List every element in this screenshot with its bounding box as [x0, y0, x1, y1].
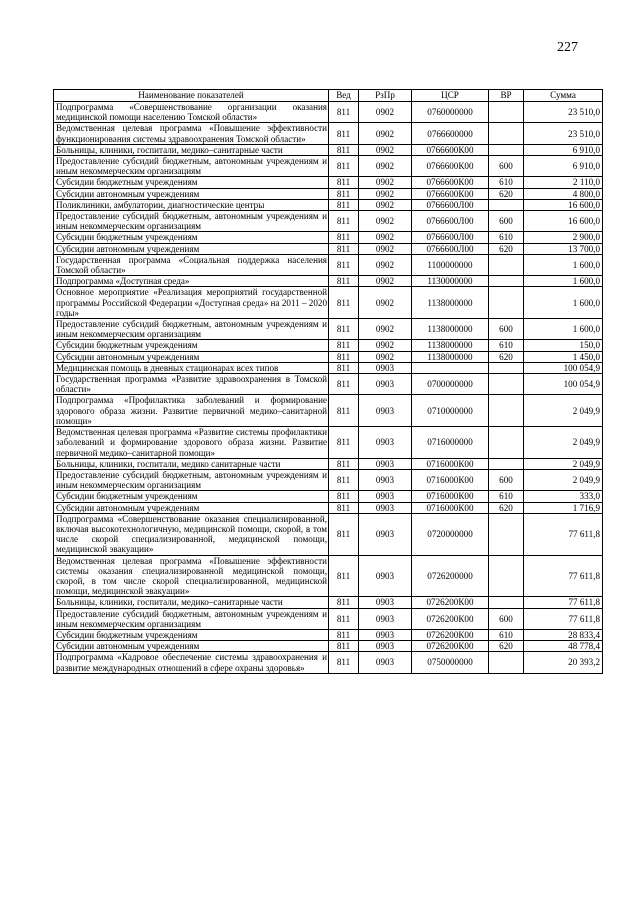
- cell-vr: [489, 102, 524, 123]
- cell-ved: 811: [329, 629, 359, 640]
- cell-vr: 610: [489, 340, 524, 351]
- table-row: [54, 156, 603, 177]
- cell-sum: 2 049,9: [524, 469, 603, 490]
- table-row: [54, 458, 603, 469]
- cell-vr: [489, 374, 524, 395]
- cell-rzpr: 0902: [359, 340, 412, 351]
- cell-name: Основное мероприятие «Реализация мероприятий государственной программы Российской Федерации «Доступная среда» на 2011 – 2020 годы»: [54, 287, 329, 319]
- cell-sum: 23 510,0: [524, 123, 603, 144]
- table-header-row: [54, 90, 603, 102]
- cell-ved: 811: [329, 188, 359, 199]
- cell-rzpr: 0902: [359, 254, 412, 275]
- cell-sum: 1 450,0: [524, 351, 603, 362]
- cell-ved: 811: [329, 232, 359, 243]
- cell-ved: 811: [329, 102, 359, 123]
- table-row: [54, 513, 603, 555]
- cell-vr: [489, 652, 524, 673]
- table-row: [54, 319, 603, 340]
- cell-vr: 600: [489, 319, 524, 340]
- cell-ved: 811: [329, 608, 359, 629]
- cell-sum: 77 611,8: [524, 608, 603, 629]
- cell-ved: 811: [329, 156, 359, 177]
- cell-name: Ведомственная целевая программа «Повышение эффективности функционирования системы здравоохранения Томской области»: [54, 123, 329, 144]
- cell-sum: 2 049,9: [524, 458, 603, 469]
- cell-name: Предоставление субсидий бюджетным, автономным учреждениям и иным некоммерческим организациям: [54, 469, 329, 490]
- cell-sum: 100 054,9: [524, 362, 603, 373]
- cell-csr: 0766600Л00: [412, 232, 489, 243]
- cell-name: Субсидии автономным учреждениям: [54, 351, 329, 362]
- cell-rzpr: 0902: [359, 177, 412, 188]
- cell-rzpr: 0902: [359, 232, 412, 243]
- cell-vr: 620: [489, 641, 524, 652]
- cell-csr: 1138000000: [412, 340, 489, 351]
- cell-ved: 811: [329, 374, 359, 395]
- cell-csr: 1138000000: [412, 319, 489, 340]
- cell-sum: 23 510,0: [524, 102, 603, 123]
- table-row: [54, 144, 603, 155]
- table-row: [54, 188, 603, 199]
- cell-ved: 811: [329, 513, 359, 555]
- cell-ved: 811: [329, 199, 359, 210]
- cell-rzpr: 0902: [359, 351, 412, 362]
- cell-csr: 0760000000: [412, 102, 489, 123]
- cell-ved: 811: [329, 458, 359, 469]
- table-row: [54, 629, 603, 640]
- cell-rzpr: 0902: [359, 156, 412, 177]
- cell-name: Субсидии автономным учреждениям: [54, 188, 329, 199]
- cell-ved: 811: [329, 319, 359, 340]
- cell-ved: 811: [329, 502, 359, 513]
- header-sum: Сумма: [524, 90, 603, 102]
- table-row: [54, 427, 603, 459]
- table-row: [54, 340, 603, 351]
- table-row: [54, 276, 603, 287]
- cell-ved: 811: [329, 177, 359, 188]
- cell-name: Ведомственная целевая программа «Повышение эффективности системы оказания специализированной медицинской помощи, скорой, в том числе скорой специализированной, медицинской помощи, медицинской эвакуации»: [54, 555, 329, 597]
- cell-name: Поликлиники, амбулатории, диагностические центры: [54, 199, 329, 210]
- cell-sum: 4 800,0: [524, 188, 603, 199]
- cell-rzpr: 0903: [359, 362, 412, 373]
- cell-csr: 0726200К00: [412, 629, 489, 640]
- header-vr: ВР: [489, 90, 524, 102]
- cell-sum: 20 393,2: [524, 652, 603, 673]
- cell-rzpr: 0903: [359, 469, 412, 490]
- table-row: [54, 395, 603, 427]
- cell-vr: [489, 555, 524, 597]
- cell-ved: 811: [329, 469, 359, 490]
- cell-ved: 811: [329, 254, 359, 275]
- cell-rzpr: 0903: [359, 597, 412, 608]
- cell-sum: 6 910,0: [524, 144, 603, 155]
- cell-ved: 811: [329, 243, 359, 254]
- cell-rzpr: 0903: [359, 374, 412, 395]
- cell-rzpr: 0903: [359, 491, 412, 502]
- cell-vr: [489, 144, 524, 155]
- cell-sum: 48 778,4: [524, 641, 603, 652]
- cell-vr: 610: [489, 629, 524, 640]
- cell-ved: 811: [329, 123, 359, 144]
- cell-sum: 13 700,0: [524, 243, 603, 254]
- cell-name: Подпрограмма «Профилактика заболеваний и формирование здорового образа жизни. Развитие первичной медико–санитарной помощи»: [54, 395, 329, 427]
- table-row: [54, 177, 603, 188]
- cell-name: Субсидии бюджетным учреждениям: [54, 340, 329, 351]
- cell-sum: 2 110,0: [524, 177, 603, 188]
- cell-name: Субсидии бюджетным учреждениям: [54, 177, 329, 188]
- cell-rzpr: 0902: [359, 144, 412, 155]
- cell-csr: 0716000К00: [412, 491, 489, 502]
- table-row: [54, 123, 603, 144]
- cell-csr: 1138000000: [412, 287, 489, 319]
- cell-sum: 28 833,4: [524, 629, 603, 640]
- cell-name: Субсидии бюджетным учреждениям: [54, 232, 329, 243]
- cell-name: Субсидии автономным учреждениям: [54, 641, 329, 652]
- table-row: [54, 502, 603, 513]
- cell-name: Медицинская помощь в дневных стационарах всех типов: [54, 362, 329, 373]
- cell-sum: 77 611,8: [524, 555, 603, 597]
- cell-csr: 0716000К00: [412, 502, 489, 513]
- cell-ved: 811: [329, 276, 359, 287]
- cell-vr: 620: [489, 351, 524, 362]
- cell-rzpr: 0903: [359, 502, 412, 513]
- header-csr: ЦСР: [412, 90, 489, 102]
- cell-rzpr: 0902: [359, 287, 412, 319]
- table-row: [54, 597, 603, 608]
- table-row: [54, 491, 603, 502]
- cell-name: Предоставление субсидий бюджетным, автономным учреждениям и иным некоммерческим организациям: [54, 608, 329, 629]
- cell-sum: 2 049,9: [524, 427, 603, 459]
- cell-csr: 0766600К00: [412, 156, 489, 177]
- cell-vr: [489, 254, 524, 275]
- cell-name: Субсидии автономным учреждениям: [54, 502, 329, 513]
- cell-name: Предоставление субсидий бюджетным, автономным учреждениям и иным некоммерческим организациям: [54, 211, 329, 232]
- cell-vr: [489, 395, 524, 427]
- cell-sum: 333,0: [524, 491, 603, 502]
- cell-ved: 811: [329, 340, 359, 351]
- cell-sum: 16 600,0: [524, 199, 603, 210]
- cell-name: Предоставление субсидий бюджетным, автономным учреждениям и иным некоммерческим организациям: [54, 156, 329, 177]
- table-row: [54, 243, 603, 254]
- cell-csr: 0716000000: [412, 427, 489, 459]
- cell-csr: 1130000000: [412, 276, 489, 287]
- cell-name: Субсидии бюджетным учреждениям: [54, 629, 329, 640]
- cell-name: Больницы, клиники, госпитали, медико санитарные части: [54, 458, 329, 469]
- table-body: [54, 102, 603, 674]
- cell-csr: 0766600К00: [412, 144, 489, 155]
- cell-ved: 811: [329, 144, 359, 155]
- cell-rzpr: 0902: [359, 188, 412, 199]
- cell-vr: [489, 458, 524, 469]
- cell-sum: 2 900,0: [524, 232, 603, 243]
- cell-name: Государственная программа «Социальная поддержка населения Томской области»: [54, 254, 329, 275]
- table-row: [54, 254, 603, 275]
- table-row: [54, 199, 603, 210]
- cell-vr: 610: [489, 232, 524, 243]
- cell-sum: 16 600,0: [524, 211, 603, 232]
- cell-ved: 811: [329, 652, 359, 673]
- cell-name: Государственная программа «Развитие здравоохранения в Томской области»: [54, 374, 329, 395]
- cell-vr: [489, 123, 524, 144]
- cell-sum: 2 049,9: [524, 395, 603, 427]
- cell-name: Подпрограмма «Совершенствование оказания специализированной, включая высокотехнологичную, медицинской помощи, скорой, в том числе скорой специализированной, медицинской помощи, медицинской эвакуации»: [54, 513, 329, 555]
- cell-csr: 0766600Л00: [412, 243, 489, 254]
- table-row: [54, 287, 603, 319]
- cell-vr: [489, 199, 524, 210]
- cell-name: Больницы, клиники, госпитали, медико–санитарные части: [54, 144, 329, 155]
- cell-csr: 1138000000: [412, 351, 489, 362]
- cell-ved: 811: [329, 395, 359, 427]
- cell-sum: 1 600,0: [524, 276, 603, 287]
- cell-sum: 77 611,8: [524, 513, 603, 555]
- cell-csr: 0716000К00: [412, 469, 489, 490]
- cell-vr: [489, 597, 524, 608]
- cell-csr: 0726200К00: [412, 641, 489, 652]
- header-name: Наименование показателей: [54, 90, 329, 102]
- cell-vr: 610: [489, 177, 524, 188]
- cell-ved: 811: [329, 555, 359, 597]
- cell-rzpr: 0903: [359, 513, 412, 555]
- cell-ved: 811: [329, 351, 359, 362]
- table-row: [54, 608, 603, 629]
- cell-rzpr: 0902: [359, 123, 412, 144]
- cell-name: Субсидии бюджетным учреждениям: [54, 491, 329, 502]
- cell-csr: 0726200К00: [412, 597, 489, 608]
- cell-rzpr: 0903: [359, 395, 412, 427]
- cell-csr: 0720000000: [412, 513, 489, 555]
- cell-rzpr: 0902: [359, 211, 412, 232]
- cell-csr: 0766600К00: [412, 188, 489, 199]
- header-ved: Вед: [329, 90, 359, 102]
- cell-name: Больницы, клиники, госпитали, медико–санитарные части: [54, 597, 329, 608]
- cell-vr: 610: [489, 491, 524, 502]
- cell-sum: 100 054,9: [524, 374, 603, 395]
- table-row: [54, 211, 603, 232]
- cell-csr: 0726200К00: [412, 608, 489, 629]
- cell-csr: 0766600Л00: [412, 211, 489, 232]
- cell-name: Подпрограмма «Совершенствование организации оказания медицинской помощи населению Томской области»: [54, 102, 329, 123]
- cell-rzpr: 0902: [359, 243, 412, 254]
- cell-vr: 600: [489, 211, 524, 232]
- budget-table: [53, 89, 603, 674]
- cell-name: Подпрограмма «Доступная среда»: [54, 276, 329, 287]
- table-row: [54, 362, 603, 373]
- header-rzpr: РзПр: [359, 90, 412, 102]
- page-number: 227: [557, 40, 578, 55]
- cell-vr: [489, 276, 524, 287]
- cell-sum: 150,0: [524, 340, 603, 351]
- cell-vr: 620: [489, 243, 524, 254]
- cell-rzpr: 0903: [359, 652, 412, 673]
- cell-ved: 811: [329, 287, 359, 319]
- cell-csr: 1100000000: [412, 254, 489, 275]
- cell-sum: 1 600,0: [524, 254, 603, 275]
- cell-sum: 6 910,0: [524, 156, 603, 177]
- cell-rzpr: 0902: [359, 319, 412, 340]
- cell-name: Субсидии автономным учреждениям: [54, 243, 329, 254]
- cell-vr: [489, 513, 524, 555]
- cell-vr: 600: [489, 156, 524, 177]
- cell-sum: 77 611,8: [524, 597, 603, 608]
- table-row: [54, 232, 603, 243]
- table-row: [54, 641, 603, 652]
- cell-rzpr: 0903: [359, 641, 412, 652]
- table-row: [54, 351, 603, 362]
- cell-vr: [489, 427, 524, 459]
- table-row: [54, 374, 603, 395]
- cell-csr: 0700000000: [412, 374, 489, 395]
- table-row: [54, 555, 603, 597]
- cell-csr: 0766600000: [412, 123, 489, 144]
- cell-ved: 811: [329, 491, 359, 502]
- cell-name: Ведомственная целевая программа «Развитие системы профилактики заболеваний и формирование здорового образа жизни. Развитие первичной медико–санитарной помощи»: [54, 427, 329, 459]
- cell-ved: 811: [329, 211, 359, 232]
- cell-rzpr: 0903: [359, 555, 412, 597]
- cell-csr: 0716000К00: [412, 458, 489, 469]
- cell-sum: 1 716,9: [524, 502, 603, 513]
- cell-rzpr: 0903: [359, 427, 412, 459]
- table-row: [54, 469, 603, 490]
- cell-rzpr: 0903: [359, 608, 412, 629]
- cell-rzpr: 0902: [359, 276, 412, 287]
- cell-csr: 0750000000: [412, 652, 489, 673]
- cell-vr: 600: [489, 608, 524, 629]
- cell-ved: 811: [329, 641, 359, 652]
- cell-rzpr: 0902: [359, 102, 412, 123]
- cell-sum: 1 600,0: [524, 287, 603, 319]
- cell-ved: 811: [329, 362, 359, 373]
- cell-name: Подпрограмма «Кадровое обеспечение системы здравоохранения и развитие международных отношений в сфере охраны здоровья»: [54, 652, 329, 673]
- cell-vr: [489, 362, 524, 373]
- cell-sum: 1 600,0: [524, 319, 603, 340]
- cell-rzpr: 0903: [359, 629, 412, 640]
- cell-csr: 0766600Л00: [412, 199, 489, 210]
- cell-vr: 600: [489, 469, 524, 490]
- table-row: [54, 102, 603, 123]
- cell-vr: 620: [489, 502, 524, 513]
- cell-ved: 811: [329, 597, 359, 608]
- cell-name: Предоставление субсидий бюджетным, автономным учреждениям и иным некоммерческим организациям: [54, 319, 329, 340]
- cell-vr: [489, 287, 524, 319]
- cell-vr: 620: [489, 188, 524, 199]
- cell-ved: 811: [329, 427, 359, 459]
- cell-csr: 0710000000: [412, 395, 489, 427]
- cell-csr: 0766600К00: [412, 177, 489, 188]
- cell-rzpr: 0903: [359, 458, 412, 469]
- cell-csr: [412, 362, 489, 373]
- table-row: [54, 652, 603, 673]
- cell-csr: 0726200000: [412, 555, 489, 597]
- cell-rzpr: 0902: [359, 199, 412, 210]
